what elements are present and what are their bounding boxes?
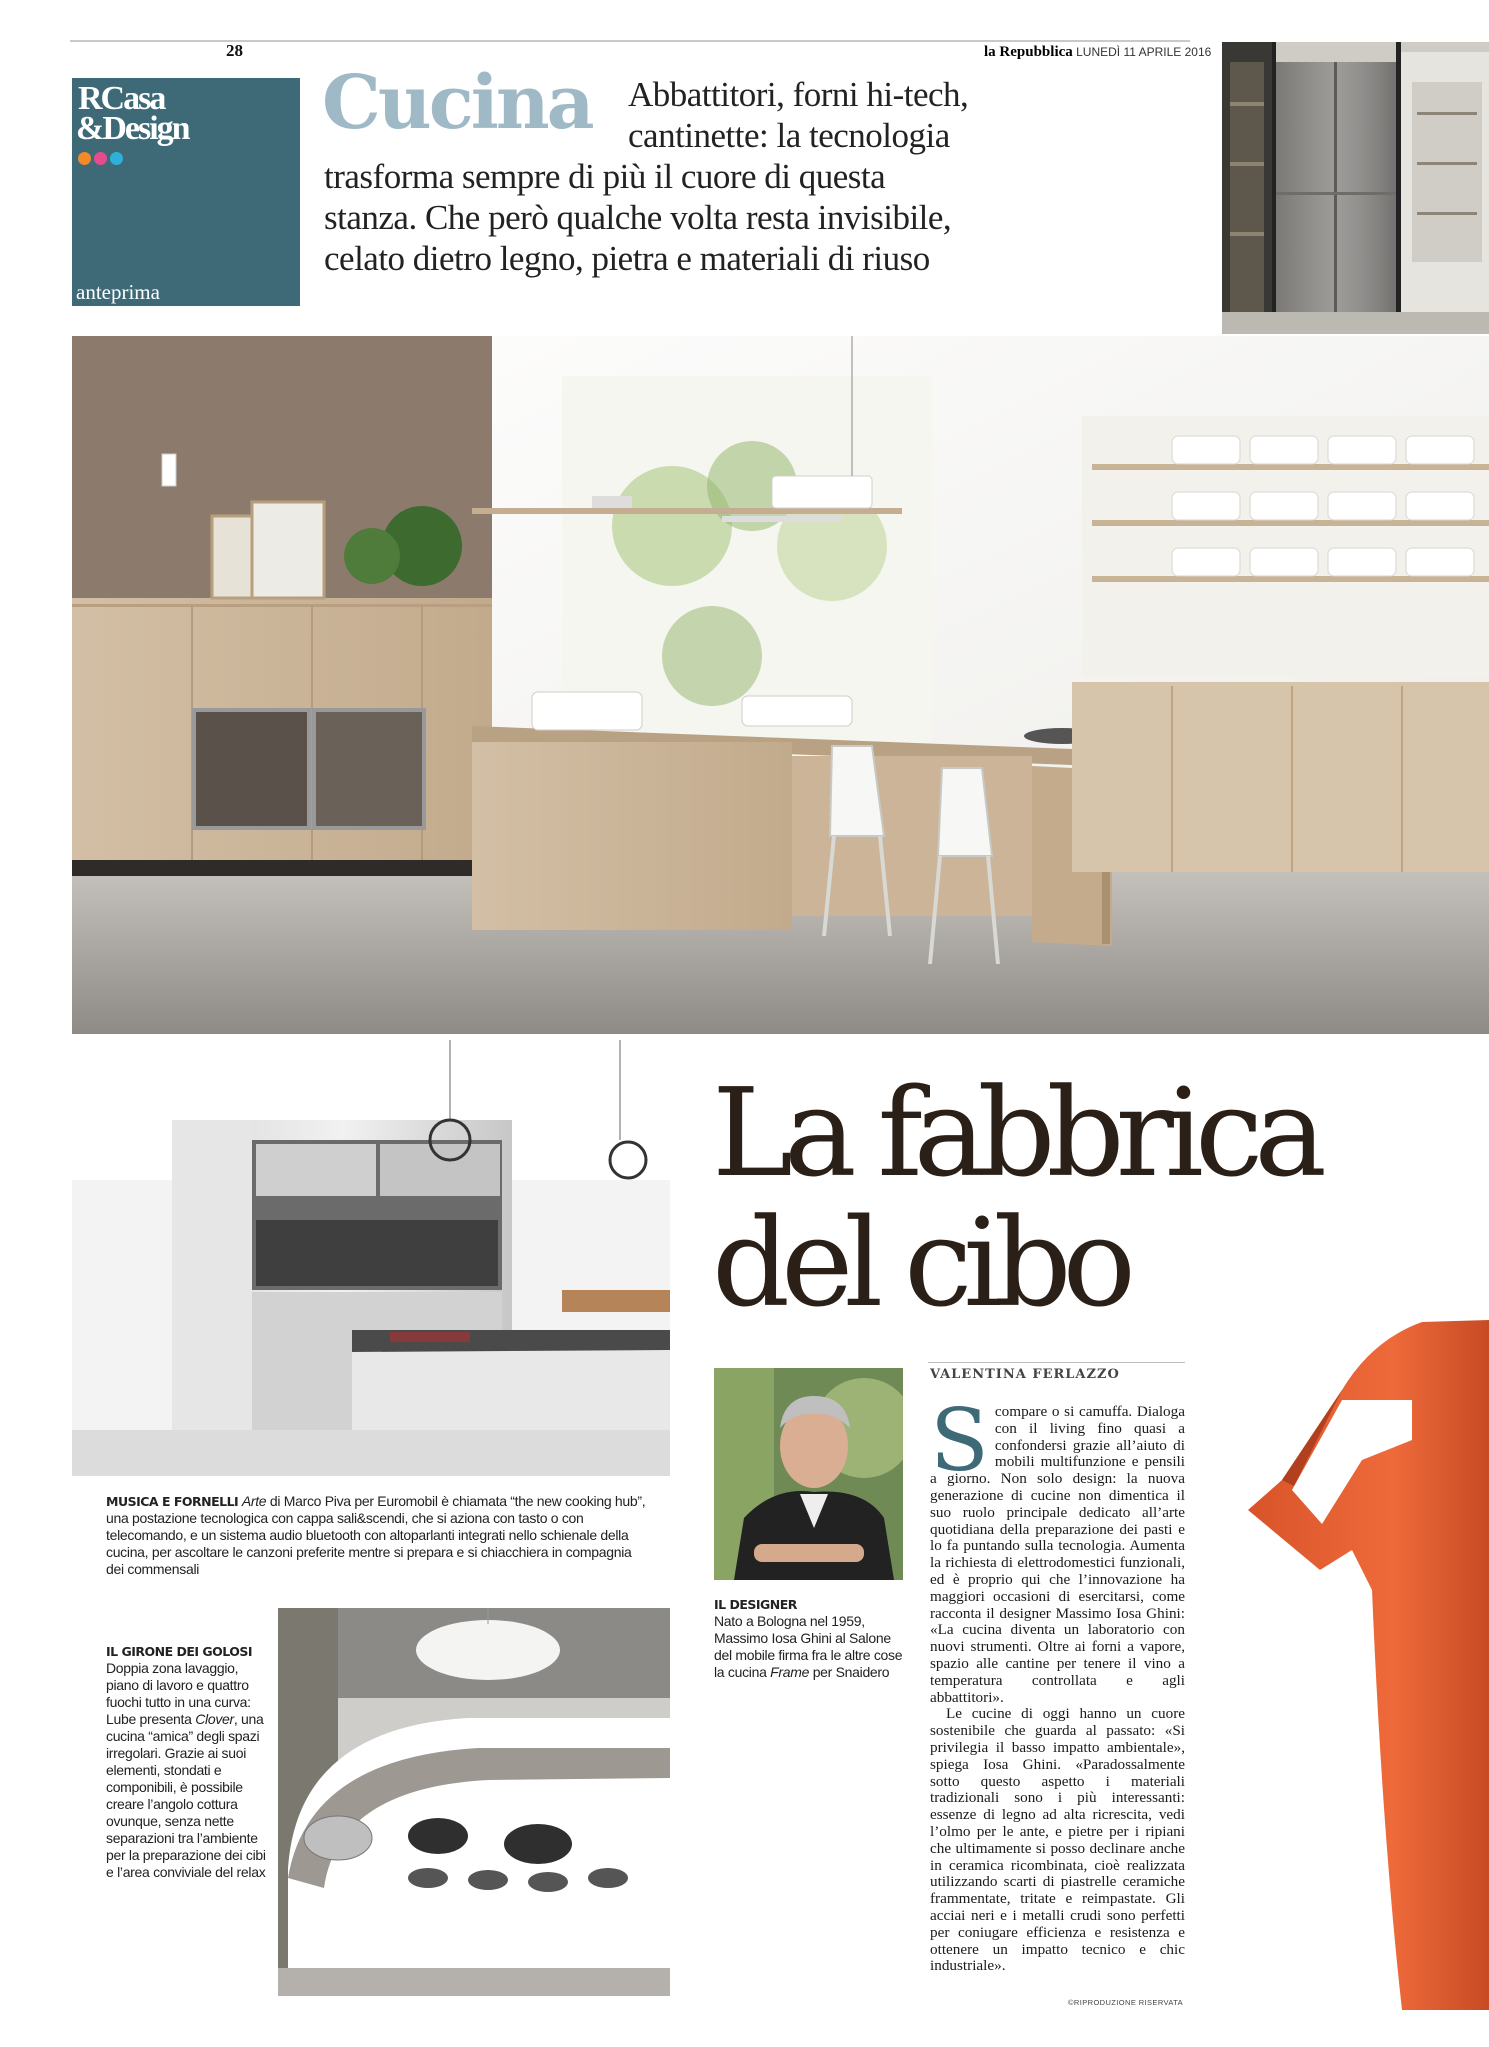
copyright-note: ©RIPRODUZIONE RISERVATA: [1068, 1998, 1184, 2007]
author-byline: VALENTINA FERLAZZO: [930, 1367, 1120, 1382]
headline-line-1: La fabbrica: [712, 1062, 1319, 1204]
caption-girone: [106, 1643, 266, 1881]
deck-line: trasforma sempre di più il cuore di questa: [324, 157, 886, 196]
caption-italic: Frame: [770, 1664, 810, 1680]
caption-designer: [714, 1596, 904, 1681]
headline-line-2: del cibo: [712, 1192, 1127, 1334]
article-paragraph: Le cucine di oggi hanno un cuore sostenibile che guarda al passato: «Si privilegia il basso impatto ambientale», spiega Iosa Ghini. «Paradossalmente sotto questo aspetto i materiali tradizionali sono i più interessanti: essenze di legno ad alta ricrescita, vedi l’olmo per le ante, e pietre per i ripiani che ultimamente si posso declinare anche in ceramica ricombinata, cioè realizzata utilizzando scarti di piastrelle ceramiche frammentate, tritate e reimpastate. Gli acciai neri e i metalli crudi sono perfetti per coniugare efficienza e resistenza e ottenere un impatto tecnico e chic industriale».: [930, 1705, 1185, 1975]
orange-jug-photo: [1222, 1310, 1489, 2012]
caption-text: per Snaidero: [809, 1664, 890, 1680]
main-kitchen-photo: [72, 336, 1489, 1034]
caption-text: di Marco Piva per Euromobil è chiamata “the new cooking hub”, una postazione tecnologica con cappa sali&scendi, che si aziona con tasto o con telecomando, e un sistema audio bluetooth con altoparlanti integrati nello schienale della cucina, per ascoltare le canzoni preferite mentre si prepara e si chiacchiera in compagnia dei commensali: [106, 1493, 646, 1577]
caption-label: IL DESIGNER: [714, 1597, 797, 1612]
section-logo: [72, 78, 300, 306]
byline-rule: [928, 1362, 1185, 1363]
deck-line: stanza. Che però qualche volta resta invisibile,: [324, 198, 952, 237]
issue-date: LUNEDÌ 11 APRILE 2016: [1076, 45, 1212, 59]
logo-anteprima: anteprima: [76, 280, 160, 304]
article-paragraph: compare o si camuffa. Dialoga con il living fino quasi a confondersi grazie all’aiuto di mobili multifunzione e pensili a giorno. Non solo design: la nuova generazione di cucine non dimentica il suo ruolo principale dedicato all’arte quotidiana della preparazione dei pasti e lo fa puntando sulla tecnologia. Aumenta la richiesta di elettrodomestici funzionali, ed è proprio qui che l’innovazione ha maggiori occasioni di esercitarsi, come racconta il designer Massimo Iosa Ghini: «La cucina diventa un laboratorio con nuovi strumenti. Oltre ai forni a vapore, spazio alle cantine per tenere il vino a temperatura controllata e agli abbattitori».: [930, 1403, 1185, 1706]
orange-dot-icon: [78, 152, 91, 165]
silver-kitchen-photo: [72, 1040, 670, 1476]
caption-text: Nato a Bologna nel 1959, Massimo Iosa Ghini al Salone del mobile firma fra le altre cose la cucina: [714, 1613, 903, 1680]
caption-label: IL GIRONE DEI GOLOSI: [106, 1644, 253, 1659]
caption-label: MUSICA E FORNELLI: [106, 1494, 239, 1509]
section-kicker: Cucina: [322, 60, 592, 146]
article-headline: [712, 1062, 1319, 1334]
caption-text: , una cucina “amica” degli spazi irregolari. Grazie ai suoi elementi, stondati e componibili, è possibile creare l’angolo cottura ovunque, senza nette separazioni tra l’ambiente per la preparazione dei cibi e l’area conviviale del relax: [106, 1711, 266, 1880]
designer-portrait: [714, 1368, 903, 1580]
logo-dots: [78, 152, 123, 165]
round-kitchen-photo: [278, 1608, 670, 1996]
drop-cap: S: [930, 1391, 989, 1491]
page-number: 28: [226, 41, 243, 60]
logo-rcasa: RCasa: [78, 80, 165, 117]
deck-line: cantinette: la tecnologia: [628, 116, 950, 155]
newspaper-name: la Repubblica: [984, 44, 1073, 60]
deck-line: celato dietro legno, pietra e materiali di riuso: [324, 239, 930, 278]
glass-cabinet-photo: [1222, 42, 1489, 334]
masthead: [984, 44, 1211, 61]
article-body: [930, 1391, 1185, 1975]
pink-dot-icon: [94, 152, 107, 165]
caption-musica: [106, 1493, 651, 1578]
caption-italic: Clover: [195, 1711, 234, 1727]
caption-italic: Arte: [241, 1493, 267, 1509]
deck-line: Abbattitori, forni hi-tech,: [628, 75, 969, 114]
logo-design: &Design: [76, 110, 189, 147]
caption-text: Doppia zona lavaggio, piano di lavoro e quattro fuochi tutto in una curva: Lube presenta: [106, 1660, 251, 1727]
blue-dot-icon: [110, 152, 123, 165]
